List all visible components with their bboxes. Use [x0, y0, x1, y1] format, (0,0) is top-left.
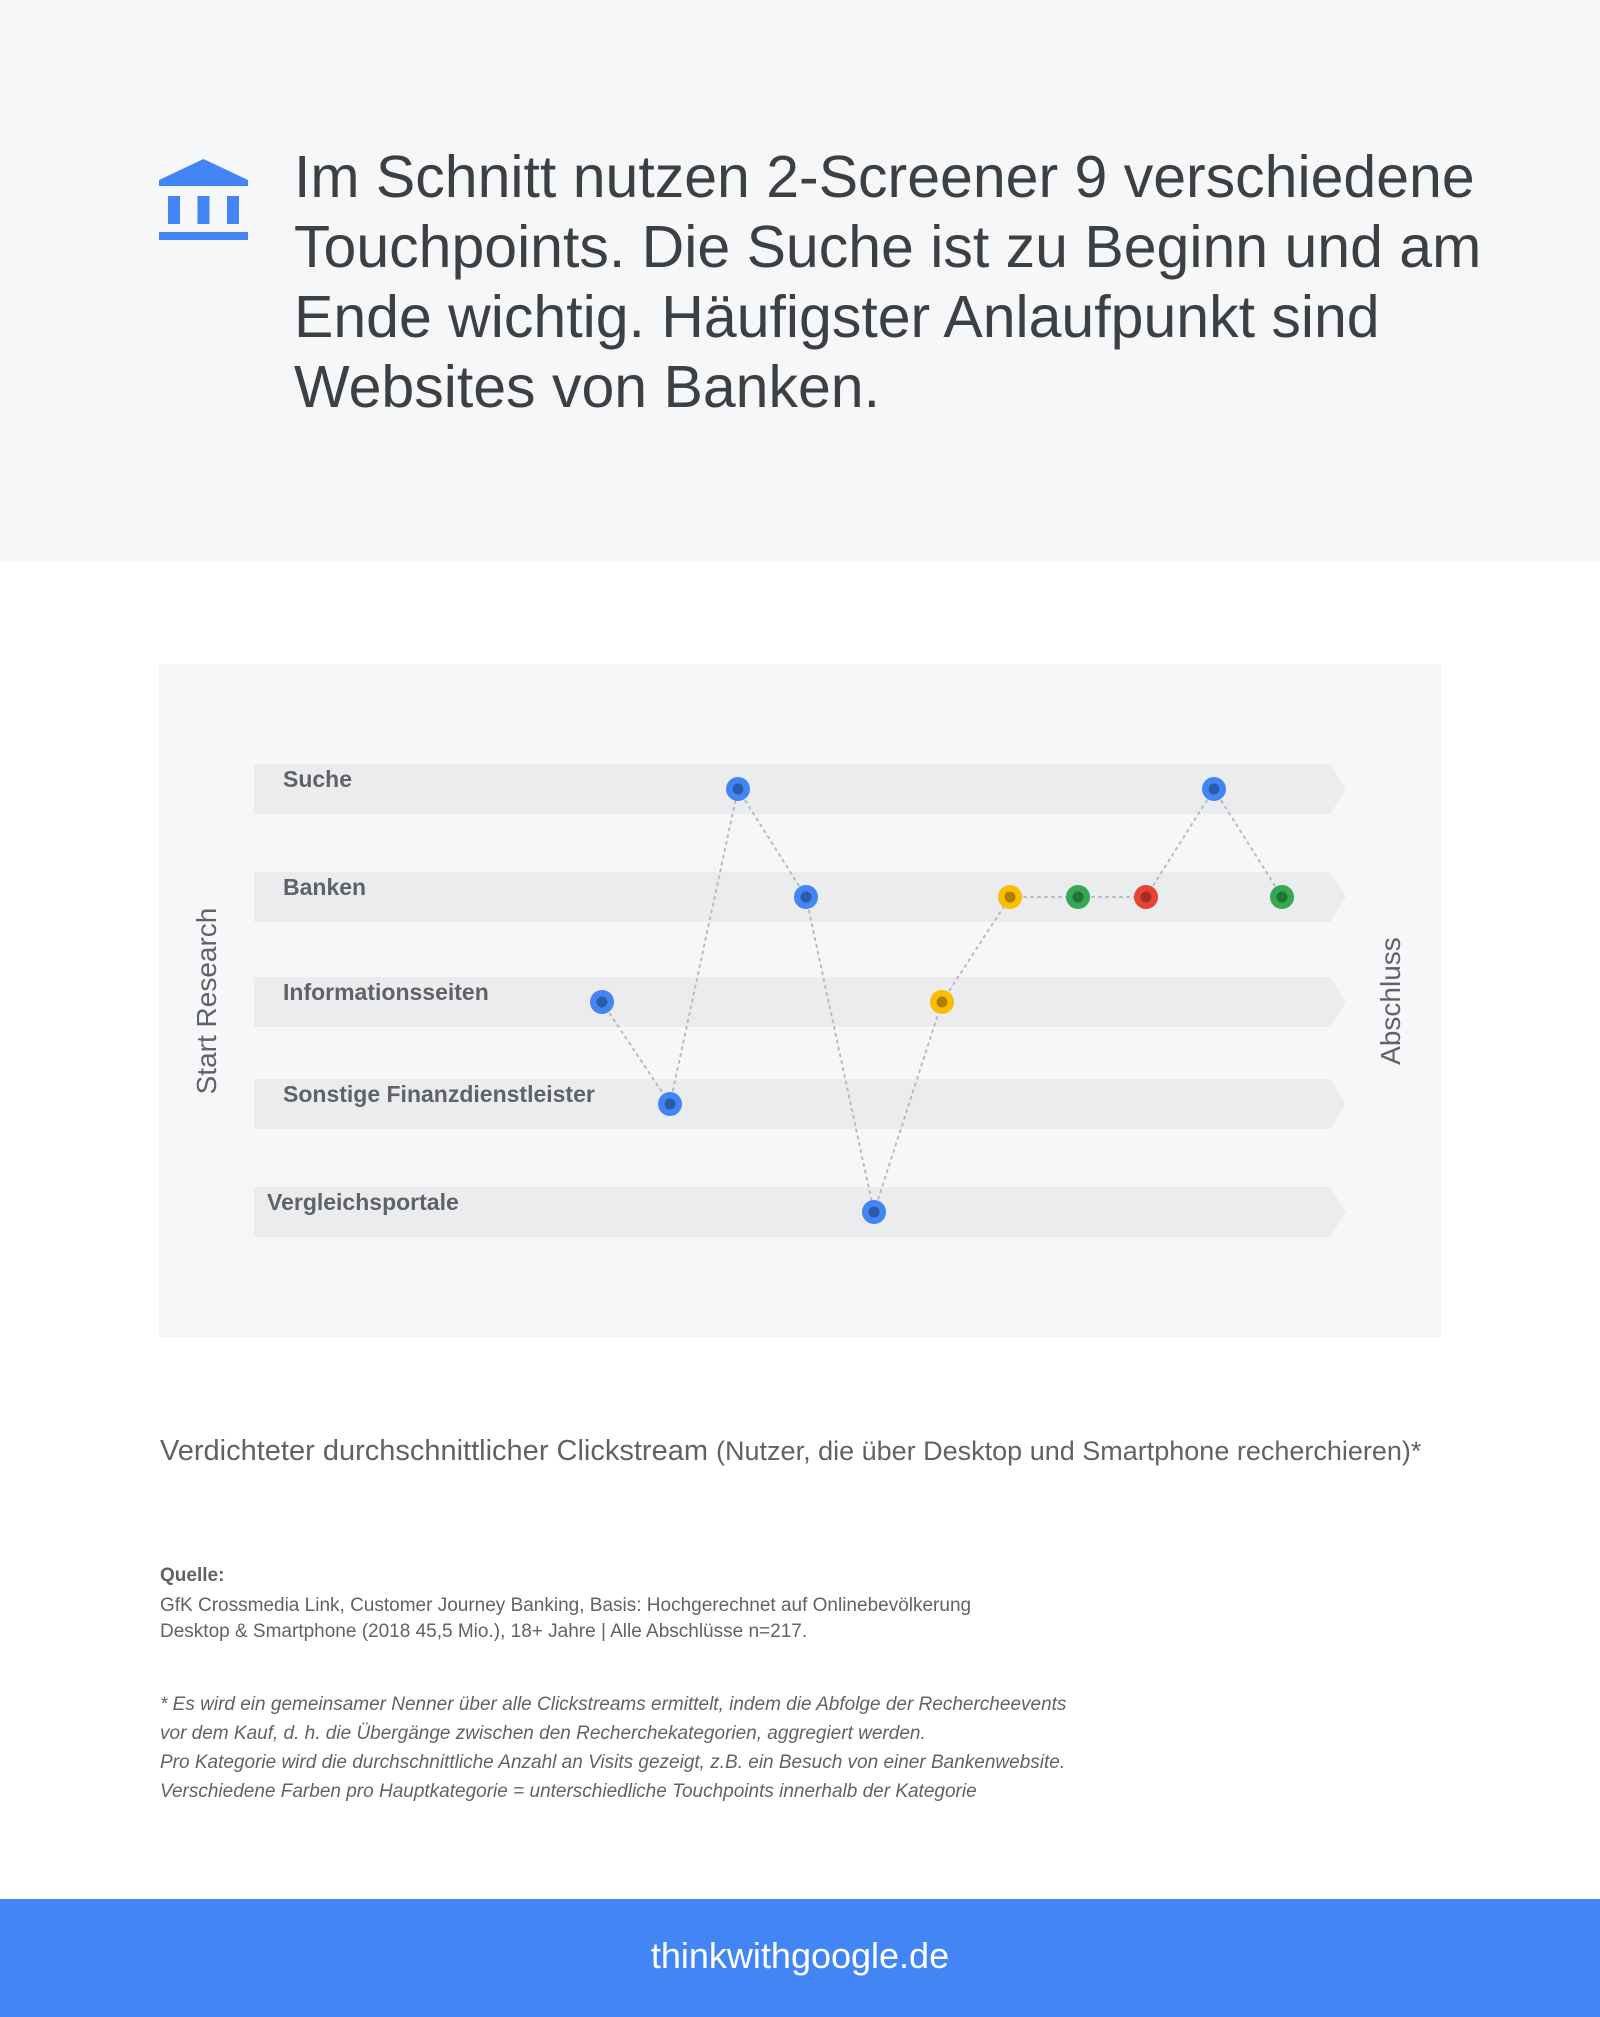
- source-text: [160, 1593, 971, 1645]
- lane-label: Sonstige Finanzdienstleister: [283, 1081, 595, 1107]
- footnote-line: Verschiedene Farben pro Hauptkategorie = unterschiedliche Touchpoints innerhalb der Kategorie: [160, 1781, 977, 1802]
- touchpoint-marker-center: [1141, 892, 1152, 903]
- headline: Im Schnitt nutzen 2-Screener 9 verschiedene Touchpoints. Die Suche ist zu Beginn und am Ende wichtig. Häufigster Anlaufpunkt sind Websites von Banken.: [294, 144, 1482, 420]
- chart-canvas: [159, 664, 1441, 1337]
- lane-band: [254, 764, 1346, 814]
- touchpoint-marker-center: [1209, 784, 1220, 795]
- caption-paren: (Nutzer, die über Desktop und Smartphone recherchieren)*: [716, 1436, 1422, 1466]
- touchpoint-marker-center: [937, 997, 948, 1008]
- lane-label: Vergleichsportale: [267, 1189, 459, 1215]
- footnote-line: vor dem Kauf, d. h. die Übergänge zwischen den Recherchekategorien, aggregiert werden.: [160, 1723, 926, 1744]
- lane-label: Informationsseiten: [283, 979, 489, 1005]
- lane-label: Suche: [283, 766, 353, 792]
- clickstream-connector: [806, 897, 874, 1212]
- start-research-label: Start Research: [191, 907, 222, 1095]
- touchpoint-marker-center: [1277, 892, 1288, 903]
- footer-link[interactable]: thinkwithgoogle.de: [650, 1935, 950, 1976]
- touchpoint-marker-center: [597, 997, 608, 1008]
- touchpoint-marker-center: [801, 892, 812, 903]
- touchpoint-marker-center: [1005, 892, 1016, 903]
- clickstream-chart: [159, 664, 1441, 1337]
- header-section: [0, 0, 1600, 562]
- footer-bar: [0, 1899, 1600, 2017]
- source-line: Desktop & Smartphone (2018 45,5 Mio.), 18+ Jahre | Alle Abschlüsse n=217.: [160, 1621, 808, 1642]
- footnote: [160, 1690, 1066, 1806]
- source-label: Quelle:: [160, 1565, 225, 1586]
- footnote-line: * Es wird ein gemeinsamer Nenner über alle Clickstreams ermittelt, indem die Abfolge der Rechercheevents: [160, 1694, 1067, 1715]
- lane-label: Banken: [283, 874, 367, 900]
- clickstream-connector: [670, 789, 738, 1104]
- bank-icon: [159, 159, 248, 240]
- abschluss-label: Abschluss: [1375, 937, 1406, 1065]
- touchpoint-marker-center: [733, 784, 744, 795]
- touchpoint-marker-center: [1073, 892, 1084, 903]
- chart-caption: [160, 1435, 1421, 1468]
- footnote-line: Pro Kategorie wird die durchschnittliche Anzahl an Visits gezeigt, z.B. ein Besuch von einer Bankenwebsite.: [160, 1752, 1066, 1773]
- touchpoint-marker-center: [665, 1099, 676, 1110]
- source-line: GfK Crossmedia Link, Customer Journey Banking, Basis: Hochgerechnet auf Onlinebevölkerung: [160, 1595, 972, 1616]
- touchpoint-marker-center: [869, 1207, 880, 1218]
- caption-main: Verdichteter durchschnittlicher Clickstream: [160, 1435, 717, 1467]
